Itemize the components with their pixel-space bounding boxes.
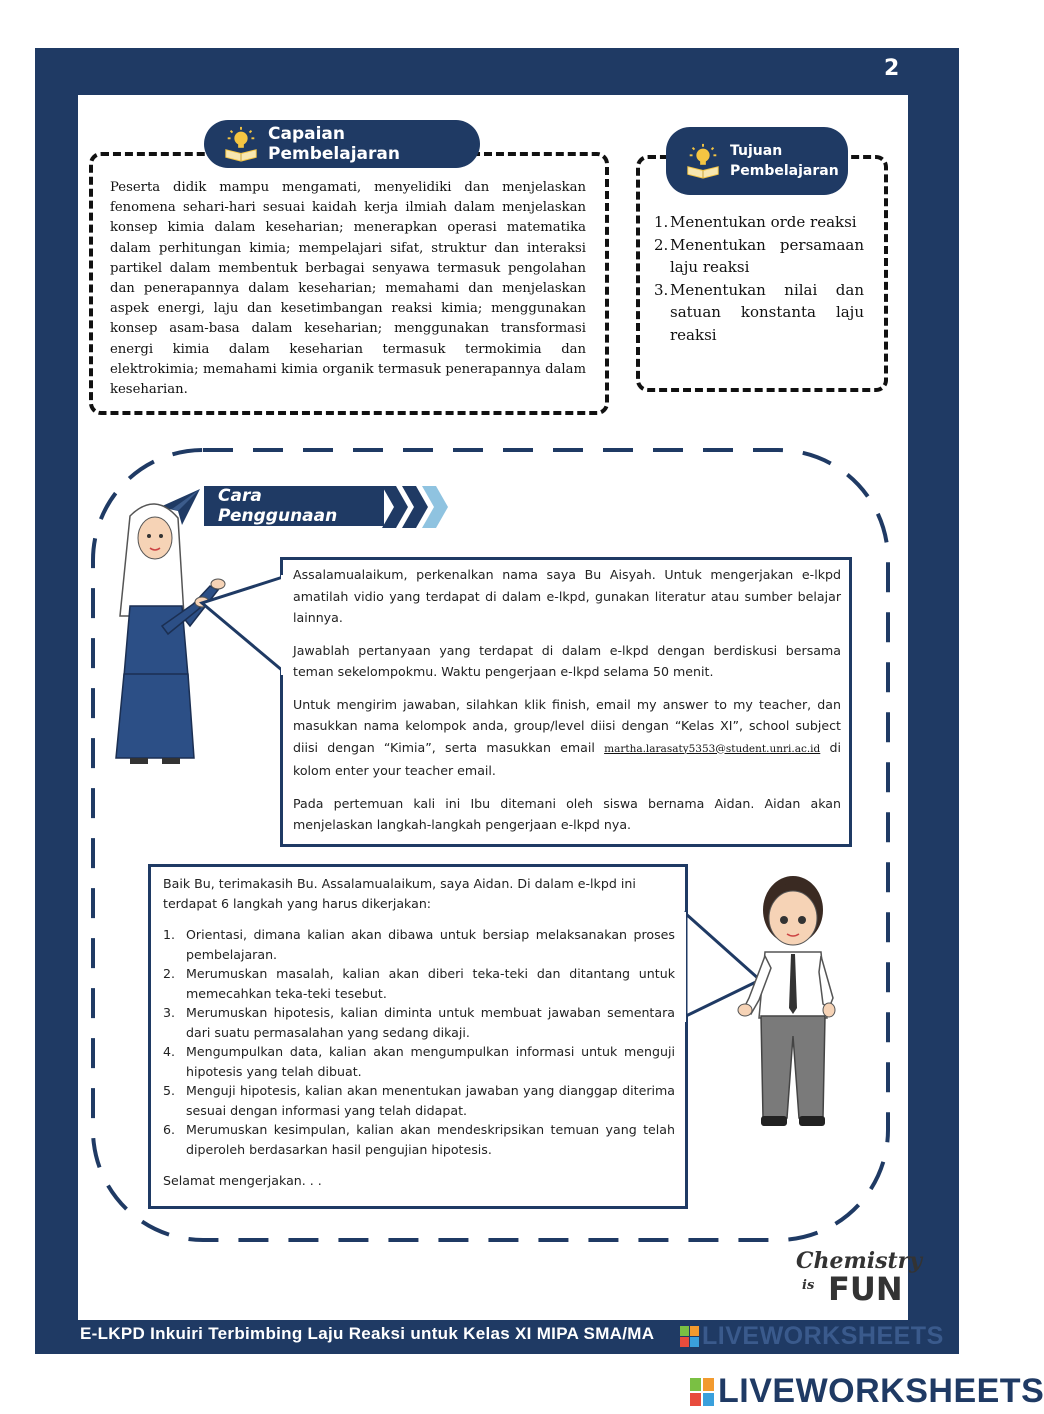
footer-title: E-LKPD Inkuiri Terbimbing Laju Reaksi untuk Kelas XI MIPA SMA/MA — [80, 1324, 655, 1343]
item-text: Menentukan persamaan laju reaksi — [670, 235, 864, 276]
tujuan-title: Tujuan Pembelajaran — [730, 143, 839, 179]
item-text: Menentukan orde reaksi — [670, 213, 857, 231]
teacher-message — [293, 564, 841, 847]
teacher-paragraph-3-start: Untuk mengirim jawaban, silahkan klik finish, email my answer to my teacher, dan masukkan nama kelompok anda, group/level diisi dengan “Kelas XI”, school subject diisi dengan “Kimia”, serta masukkan email — [293, 696, 841, 755]
teacher-paragraph-1: Assalamualaikum, perkenalkan nama saya Bu Aisyah. Untuk mengerjakan e-lkpd amatilah vidio yang terdapat di dalam e-lkpd, gunakan literatur atau sumber belajar lainnya. — [293, 567, 841, 625]
liveworksheets-watermark[interactable] — [690, 1372, 1044, 1411]
capaian-text: Peserta didik mampu mengamati, menyelidiki dan menjelaskan fenomena sehari-hari sesuai kaidah kerja ilmiah dalam menjelaskan konsep kimia dalam keseharian; menerapkan operasi matematika dalam perhitungan kimia; mempelajari sifat, struktur dan interaksi partikel dalam membentuk berbagai senyawa termasuk pengolahan dan penerapannya dalam keseharian; memahami dan menjelaskan aspek energi, laju dan kesetimbangan reaksi kimia; menggunakan konsep asam-basa dalam keseharian; menggunakan transformasi energi kimia dalam keseharian termasuk termokimia dan elektrokimia; memahami kimia organik termasuk penerapannya dalam keseharian. — [110, 180, 586, 398]
step-text: Menguji hipotesis, kalian akan menentukan jawaban yang dianggap diterima sesuai dengan informasi yang telah didapat. — [186, 1083, 675, 1118]
logo-line-1: Chemistry — [796, 1248, 923, 1274]
watermark-text: LIVEWORKSHEETS — [718, 1372, 1044, 1410]
closing-text: Selamat mengerjakan. . . — [163, 1173, 322, 1188]
cara-title-banner — [204, 486, 384, 526]
teacher-email-link[interactable]: martha.larasaty5353@student.unri.ac.id — [604, 742, 821, 755]
step-text: Merumuskan masalah, kalian akan diberi teka-teki dan ditantang untuk memecahkan teka-teki tesebut. — [186, 966, 675, 1001]
step-number: 6. — [163, 1122, 176, 1137]
step-number: 4. — [163, 1044, 176, 1059]
steps-list — [163, 925, 675, 1159]
footer-watermark — [680, 1322, 944, 1351]
list-item — [163, 1120, 675, 1159]
list-item — [163, 964, 675, 1003]
liveworksheets-icon — [690, 1378, 714, 1406]
logo-line-3: FUN — [828, 1270, 903, 1308]
step-number: 5. — [163, 1083, 176, 1098]
chevrons-decoration — [382, 486, 452, 528]
step-text: Merumuskan kesimpulan, kalian akan mendeskripsikan temuan yang telah diperoleh berdasarkan hasil pengujian hipotesis. — [186, 1122, 675, 1157]
step-number: 2. — [163, 966, 176, 981]
step-text: Mengumpulkan data, kalian akan mengumpulkan informasi untuk menguji hipotesis yang telah dibuat. — [186, 1044, 675, 1079]
teacher-paragraph-2: Jawablah pertanyaan yang terdapat di dalam e-lkpd dengan berdiskusi bersama teman sekelompokmu. Waktu pengerjaan e-lkpd selama 50 menit. — [293, 642, 841, 679]
step-number: 1. — [163, 927, 176, 942]
student-illustration — [735, 868, 845, 1136]
item-text: Menentukan nilai dan satuan konstanta laju reaksi — [670, 280, 864, 344]
item-number: 1. — [654, 213, 669, 231]
item-number: 3. — [654, 280, 669, 299]
student-intro: Baik Bu, terimakasih Bu. Assalamualaikum, saya Aidan. Di dalam e-lkpd ini terdapat 6 langkah yang harus dikerjakan: — [163, 876, 636, 911]
student-message — [163, 874, 675, 1203]
teacher-paragraph-3-end: di kolom enter your teacher email. — [293, 739, 841, 778]
list-item — [163, 1003, 675, 1042]
page-number: 2 — [884, 56, 900, 81]
cara-title: Cara Penggunaan — [218, 486, 338, 526]
step-text: Orientasi, dimana kalian akan dibawa untuk bersiap melaksanakan proses pembelajaran. — [186, 927, 675, 962]
footer-watermark-text: LIVEWORKSHEETS — [702, 1322, 944, 1350]
capaian-title: Capaian Pembelajaran — [268, 124, 400, 164]
step-number: 3. — [163, 1005, 176, 1020]
chemistry-is-fun-logo — [796, 1248, 923, 1308]
list-item — [163, 925, 675, 964]
list-item — [163, 1081, 675, 1120]
logo-line-2: is — [802, 1278, 815, 1293]
item-number: 2. — [654, 235, 669, 254]
teacher-paragraph-3 — [293, 694, 841, 782]
teacher-paragraph-4: Pada pertemuan kali ini Ibu ditemani oleh siswa bernama Aidan. Aidan akan menjelaskan langkah-langkah pengerjaan e-lkpd nya. — [293, 795, 841, 832]
teacher-speech-tail — [200, 575, 284, 675]
list-item — [163, 1042, 675, 1081]
liveworksheets-icon — [680, 1326, 700, 1348]
step-text: Merumuskan hipotesis, kalian diminta untuk membuat jawaban sementara dari suatu permasalahan yang sedang dikaji. — [186, 1005, 675, 1040]
